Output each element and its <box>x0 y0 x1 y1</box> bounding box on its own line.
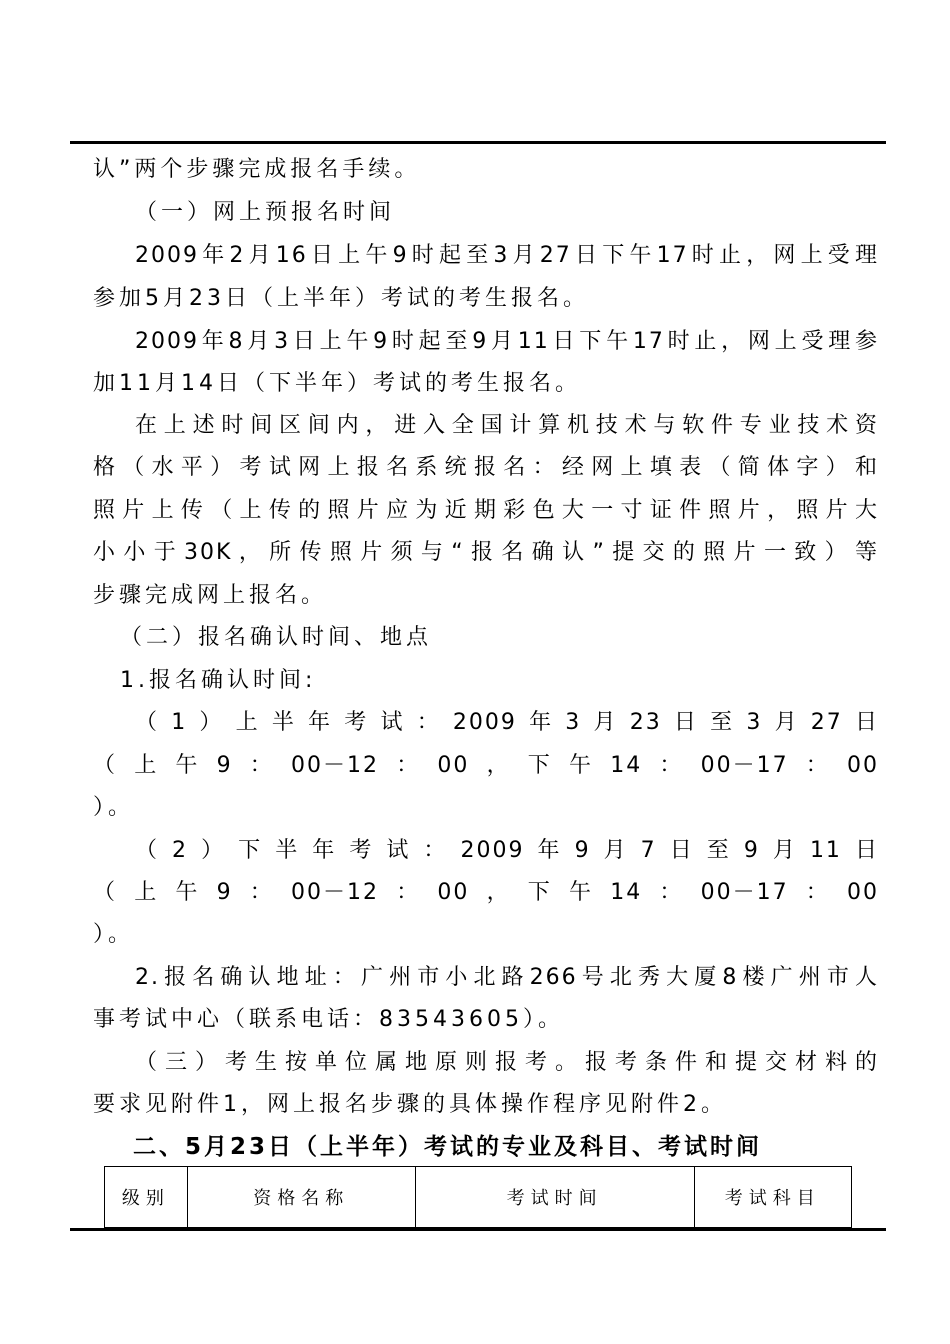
header-exam-subject: 考试科目 <box>694 1167 851 1228</box>
text-line: 事考试中心（联系电话：83543605）。 <box>93 1007 564 1032</box>
text-line: 2009年8月3日上午9时起至9月11日下午17时止，网上受理参 <box>135 329 879 354</box>
text-line: 认”两个步骤完成报名手续。 <box>93 157 421 182</box>
text-line: （2）下半年考试：2009年9月7日至9月11日 <box>135 838 879 863</box>
text-line: （1）上半年考试：2009年3月23日至3月27日 <box>135 710 879 735</box>
text-line: 1.报名确认时间: <box>120 668 317 693</box>
text-line: 加11月14日（下半年）考试的考生报名。 <box>93 371 581 396</box>
text-line: （上午9：00－12：00，下午14：00－17：00 <box>93 880 879 905</box>
text-line: 参加5月23日（上半年）考试的考生报名。 <box>93 286 589 311</box>
table-header-row <box>105 1167 852 1228</box>
text-line: 格（水平）考试网上报名系统报名：经网上填表（简体字）和 <box>93 455 879 480</box>
text-line: 照片上传（上传的照片应为近期彩色大一寸证件照片，照片大 <box>93 498 879 523</box>
text-line: （上午9：00－12：00，下午14：00－17：00 <box>93 753 879 778</box>
text-line: 小小于30K，所传照片须与“报名确认”提交的照片一致）等 <box>93 540 879 565</box>
exam-table <box>104 1166 852 1228</box>
subheading-online-prereg: （一）网上预报名时间 <box>135 200 396 225</box>
header-qualification: 资格名称 <box>187 1167 415 1228</box>
text-line: 要求见附件1，网上报名步骤的具体操作程序见附件2。 <box>93 1092 727 1117</box>
footer-rule <box>70 1228 886 1231</box>
text-line: 2009年2月16日上午9时起至3月27日下午17时止，网上受理 <box>135 243 879 268</box>
text-line: （三）考生按单位属地原则报考。报考条件和提交材料的 <box>135 1050 879 1075</box>
header-level: 级别 <box>105 1167 188 1228</box>
subheading-confirm-time-place: （二）报名确认时间、地点 <box>120 625 433 650</box>
header-exam-time: 考试时间 <box>415 1167 694 1228</box>
text-line: ）。 <box>93 922 135 947</box>
section-heading: 二、5月23日（上半年）考试的专业及科目、考试时间 <box>133 1134 763 1160</box>
header-rule <box>70 141 886 144</box>
text-line: ）。 <box>93 795 135 820</box>
text-line: 步骤完成网上报名。 <box>93 583 328 608</box>
text-line: 在上述时间区间内，进入全国计算机技术与软件专业技术资 <box>135 413 879 438</box>
text-line: 2.报名确认地址：广州市小北路266号北秀大厦8楼广州市人 <box>135 965 879 990</box>
